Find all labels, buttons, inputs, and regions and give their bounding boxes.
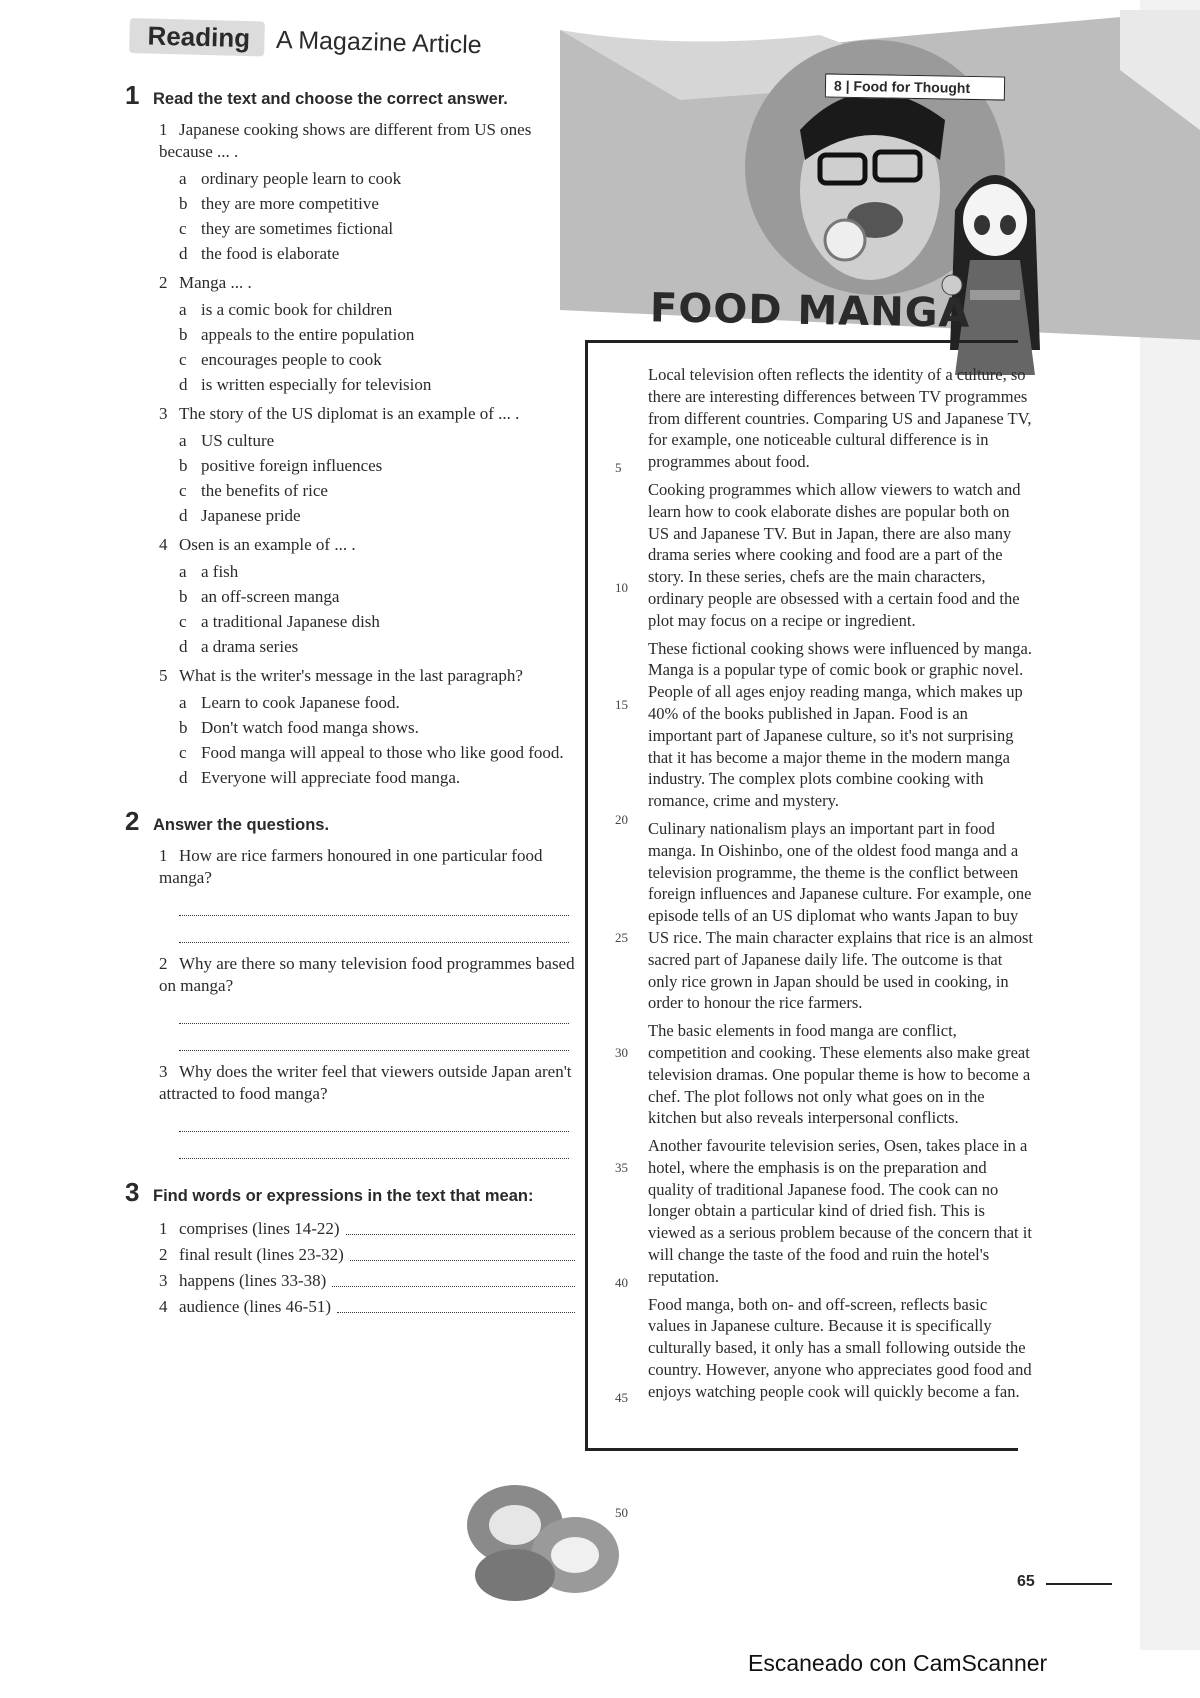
- article-paragraph-4: Culinary nationalism plays an important part in food manga. In Oishinbo, one of the oldest food manga and a television programme, the theme is the conflict between foreign influences and Japanese culture. For example, one episode tells of an US diplomat who wants Japan to buy US rice. The main character explains that rice is an almost sacred part of Japanese daily life. The outcome is that only rice grown in Japan should be used in cooking, in order to honour the rice farmers.: [648, 818, 1034, 1013]
- option-b[interactable]: b positive foreign influences: [179, 456, 383, 475]
- question-number: 1: [159, 120, 168, 139]
- options-list: [179, 297, 575, 397]
- question-text: Why does the writer feel that viewers outside Japan aren't attracted to food manga?: [159, 1062, 572, 1103]
- option-d[interactable]: d is written especially for television: [179, 375, 432, 394]
- question-text: Manga ... .: [179, 273, 252, 292]
- answer-line[interactable]: [179, 1024, 569, 1051]
- question-text: Why are there so many television food programmes based on manga?: [159, 954, 575, 995]
- option-d[interactable]: d Everyone will appreciate food manga.: [179, 768, 461, 787]
- options-list: [179, 559, 575, 659]
- word-question-3: 3 happens (lines 33-38): [159, 1268, 575, 1294]
- options-list: [179, 428, 575, 528]
- option-c[interactable]: c Food manga will appeal to those who like good food.: [179, 743, 564, 762]
- option-d[interactable]: d the food is elaborate: [179, 244, 340, 263]
- question-text: Japanese cooking shows are different from US ones because ... .: [159, 120, 532, 161]
- option-b[interactable]: b appeals to the entire population: [179, 325, 415, 344]
- line-number: 15: [615, 697, 628, 712]
- article-paragraph-1: Local television often reflects the identity of a culture, so there are interesting differences between TV programmes from different countries. Comparing US and Japanese TV, for example, one noticeable cultural difference is in programmes about food.: [648, 365, 1032, 472]
- article-paragraph-5: The basic elements in food manga are conflict, competition and cooking. These elements also make great television dramas. One popular theme is how to become a chef. The plot follows not only what goes on in the kitchen but also reveals interpersonal conflicts.: [648, 1021, 1031, 1128]
- options-list: [179, 690, 575, 790]
- option-c[interactable]: c they are sometimes fictional: [179, 219, 394, 238]
- line-number: 40: [615, 1275, 628, 1290]
- option-b[interactable]: b Don't watch food manga shows.: [179, 718, 419, 737]
- exercise-3: [125, 1177, 575, 1320]
- option-d[interactable]: d a drama series: [179, 637, 299, 656]
- unit-tab: [825, 73, 1005, 100]
- answer-line[interactable]: [332, 1268, 575, 1287]
- option-c[interactable]: c the benefits of rice: [179, 481, 328, 500]
- question-number: 4: [159, 535, 168, 554]
- line-number: 20: [615, 812, 628, 827]
- line-number: 50: [615, 1505, 628, 1520]
- answer-line[interactable]: [179, 1105, 569, 1132]
- article-body: [648, 364, 1033, 1409]
- question-number: 3: [159, 404, 168, 423]
- exercise-instruction: Read the text and choose the correct answer.: [153, 90, 508, 108]
- question-number: 5: [159, 666, 168, 685]
- question-1: [159, 119, 575, 266]
- question-text: How are rice farmers honoured in one particular food manga?: [159, 846, 543, 887]
- article-paragraph-7: Food manga, both on- and off-screen, reflects basic values in Japanese culture. Because it is specifically culturally based, it only has a small following outside the country. However, anyone who appreciates good food and enjoys watching people cook will quickly become a fan.: [648, 1294, 1032, 1401]
- exercises-column: [125, 80, 575, 1320]
- answer-line[interactable]: [337, 1294, 575, 1313]
- exercise-number: 2: [125, 806, 140, 836]
- answer-line[interactable]: [350, 1242, 575, 1261]
- line-number: 5: [615, 460, 622, 475]
- question-text: The story of the US diplomat is an example of ... .: [179, 404, 520, 423]
- option-c[interactable]: c encourages people to cook: [179, 350, 382, 369]
- question-text: What is the writer's message in the last paragraph?: [179, 666, 523, 685]
- option-c[interactable]: c a traditional Japanese dish: [179, 612, 380, 631]
- line-number: 30: [615, 1045, 628, 1060]
- exercise-number: 3: [125, 1177, 140, 1207]
- section-tag: Reading: [129, 18, 264, 57]
- options-list: [179, 166, 575, 266]
- exercise-1: [125, 80, 575, 790]
- question-3: [159, 403, 575, 528]
- question-number: 1: [159, 846, 168, 865]
- word-question-1: 1 comprises (lines 14-22): [159, 1216, 575, 1242]
- question-text: Osen is an example of ... .: [179, 535, 356, 554]
- option-a[interactable]: a ordinary people learn to cook: [179, 169, 402, 188]
- line-number: 45: [615, 1390, 628, 1405]
- line-number: 10: [615, 580, 628, 595]
- section-header: [129, 18, 482, 62]
- word-question-2: 2 final result (lines 23-32): [159, 1242, 575, 1268]
- option-d[interactable]: d Japanese pride: [179, 506, 301, 525]
- question-4: [159, 534, 575, 659]
- question-number: 3: [159, 1062, 168, 1081]
- option-b[interactable]: b an off-screen manga: [179, 587, 340, 606]
- option-a[interactable]: a Learn to cook Japanese food.: [179, 693, 400, 712]
- page-number: 65: [1017, 1573, 1035, 1590]
- exercise-instruction: Answer the questions.: [153, 816, 330, 834]
- exercise-2: [125, 806, 575, 1159]
- scanner-watermark: Escaneado con CamScanner: [748, 1650, 1048, 1676]
- option-b[interactable]: b they are more competitive: [179, 194, 379, 213]
- exercise-number: 1: [125, 80, 140, 110]
- question-1: [159, 845, 575, 889]
- article-paragraph-6: Another favourite television series, Osen, takes place in a hotel, where the emphasis is on the preparation and quality of traditional Japanese food. The cook can no longer obtain a particular kind of dried fish. This is viewed as a serious problem because of the concern that it will change the taste of the food and ruin the hotel's reputation.: [648, 1136, 1032, 1286]
- article-paragraph-2: Cooking programmes which allow viewers to watch and learn how to cook elaborate dishes are popular both on US and Japanese TV. But in Japan, there are also many drama series where cooking and food are a part of the story. In these series, chefs are the main characters, ordinary people are obsessed with a certain food and the plot may focus on a recipe or ingredient.: [648, 479, 1021, 630]
- word-question-4: 4 audience (lines 46-51): [159, 1294, 575, 1320]
- option-a[interactable]: a a fish: [179, 562, 239, 581]
- line-number: 25: [615, 930, 628, 945]
- question-3: [159, 1061, 575, 1105]
- answer-line[interactable]: [179, 997, 569, 1024]
- unit-tab-label: 8 | Food for Thought: [833, 77, 971, 96]
- line-number: 35: [615, 1160, 628, 1175]
- answer-line[interactable]: [179, 889, 569, 916]
- question-number: 2: [159, 954, 168, 973]
- question-number: 2: [159, 273, 168, 292]
- question-5: [159, 665, 575, 790]
- sushi-photo: [455, 1465, 635, 1605]
- question-2: [159, 272, 575, 397]
- answer-line[interactable]: [179, 916, 569, 943]
- section-subtitle: A Magazine Article: [275, 25, 483, 60]
- article-paragraph-3: These fictional cooking shows were influenced by manga. Manga is a popular type of comic book or graphic novel. People of all ages enjoy reading manga, which makes up 40% of the books published in Japan. Food is an important part of Japanese culture, so it's not surprising that it has become a major theme in the modern manga industry. The complex plots combine cooking with romance, crime and mystery.: [648, 638, 1032, 811]
- article-title: FOOD MANGA: [649, 285, 971, 337]
- answer-line[interactable]: [346, 1216, 575, 1235]
- option-a[interactable]: a is a comic book for children: [179, 300, 393, 319]
- question-2: [159, 953, 575, 997]
- exercise-instruction: Find words or expressions in the text that mean:: [153, 1187, 534, 1205]
- answer-line[interactable]: [179, 1132, 569, 1159]
- page-number-rule: [1046, 1583, 1112, 1585]
- option-a[interactable]: a US culture: [179, 431, 275, 450]
